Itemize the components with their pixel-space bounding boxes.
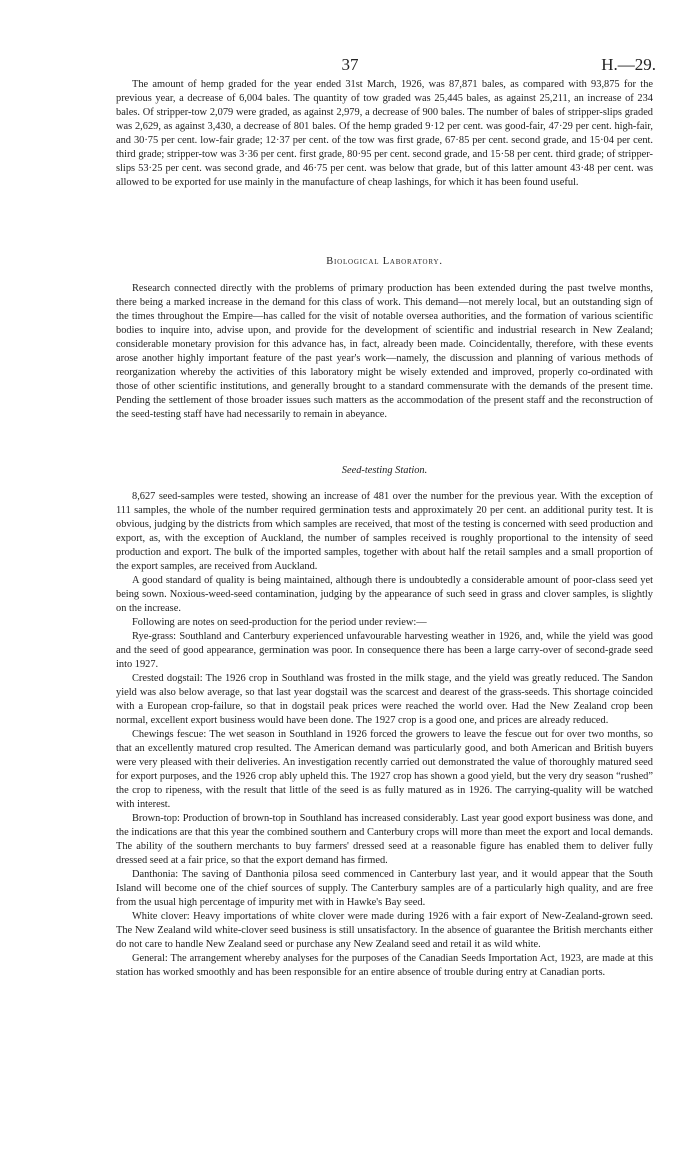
seed-paragraph: 8,627 seed-samples were tested, showing an increase of 481 over the number for the previous year. With the exception of 111 samples, the whole of the number required germination tests and approximately 20 per cent. an additional purity test. It is obvious, judging by the districts from which samples are received, that most of the testing is concerned with seed production and export, as, with the exception of Auckland, the number of samples received is roughly proportional to the intensity of seed production and export. The bulk of the imported samples, together with about half the retail samples and a small proportion of the export samples, are received from Auckland. bbox=[116, 491, 653, 572]
seed-paragraph-chewings-fescue: Chewings fescue: The wet season in Southland in 1926 forced the growers to leave the fescue out for over two months, so that an excellently matured crop resulted. The American demand was particularly good, and both American and British buyers were very pleased with their deliveries. An investigation recently carried out demonstrated the value of thoroughly matured seed for export purposes, and the 1926 crop ably upheld this. The 1927 crop has shown a good yield, but the very dry season “rushed” the crop to ripeness, with the result that little of the seed is as fully matured as in 1926. The carrying-quality will be watched with interest. bbox=[116, 729, 653, 810]
seed-paragraph-crested-dogstail: Crested dogstail: The 1926 crop in Southland was frosted in the milk stage, and the yield was greatly reduced. The Sandon yield was also below average, so that last year dogstail was the scarcest and dearest of the grass-seeds. This shortage coincided with a European crop-failure, so that in dogstail peak prices were reached the world over. Had the New Zealand crop been normal, excellent export business would have been done. The 1927 crop is a good one, and prices are already reduced. bbox=[116, 673, 653, 726]
seed-paragraph-rye-grass: Rye-grass: Southland and Canterbury experienced unfavourable harvesting weather in 1926, and, while the yield was good and the seed of good appearance, germination was poor. In consequence there has been a large carry-over of second-grade seed into 1927. bbox=[116, 631, 653, 670]
biological-paragraph: Research connected directly with the problems of primary production has been extended during the past twelve months, there being a marked increase in the demand for this class of work. This demand—not merely local, but an outstanding sign of the times throughout the Empire—has called for the visit of notable oversea authorities, and the formation of various scientific bodies to inquire into, advise upon, and provide for the development of scientific and industrial research in New Zealand; considerable monetary provision for this advance has, in fact, already been made. Coincidentally, therefore, with these events arose another highly important feature of the past year's work—namely, the discussion and planning of various methods of reorganization whereby the activities of this laboratory might be wisely extended and improved, properly co-ordinated with those of other scientific institutions, and generally brought to a standard commensurate with the demands of the present time. Pending the settlement of those broader issues such matters as the accommodation of the present staff and the reconstruction of the seed-testing staff have had necessarily to remain in abeyance. bbox=[116, 283, 653, 420]
hemp-paragraph: The amount of hemp graded for the year ended 31st March, 1926, was 87,871 bales, as compared with 93,875 for the previous year, a decrease of 6,004 bales. The quantity of tow graded was 25,445 bales, as against 25,211, an increase of 234 bales. Of stripper-tow 2,079 were graded, as against 2,979, a decrease of 900 bales. The number of bales of stripper-slips graded was 2,629, as against 3,430, a decrease of 801 bales. Of the hemp graded 9·12 per cent. was good-fair, 47·29 per cent. high-fair, and 30·75 per cent. low-fair grade; 12·37 per cent. of the tow was first grade, 67·85 per cent. second grade, and 15·04 per cent. third grade; stripper-tow was 3·36 per cent. first grade, 80·95 per cent. second grade, and 15·58 per cent. third grade; of stripper-slips 53·25 per cent. was second grade, and 46·75 per cent. was below that grade, but of this latter amount 43·48 per cent. was allowed to be exported for use mainly in the manufacture of cheap lashings, for which it has been found useful. bbox=[116, 79, 653, 188]
hemp-grading-section bbox=[116, 78, 653, 190]
seed-paragraph-white-clover: White clover: Heavy importations of white clover were made during 1926 with a fair export of New-Zealand-grown seed. The New Zealand wild white-clover seed business is still unsatisfactory. In the absence of guarantee the British merchants either do not care to handle New Zealand seed or purchase any New Zealand seed and retail it as wild white. bbox=[116, 911, 653, 950]
seed-paragraph-danthonia: Danthonia: The saving of Danthonia pilosa seed commenced in Canterbury last year, and it would appear that the South Island will become one of the chief sources of supply. The Canterbury samples are of a particularly high quality, and are free from the usual high percentage of impurity met with in Hawke's Bay seed. bbox=[116, 869, 653, 908]
seed-testing-section bbox=[116, 490, 653, 980]
seed-paragraph-general: General: The arrangement whereby analyses for the purposes of the Canadian Seeds Importation Act, 1923, are made at this station has worked smoothly and has been responsible for an entire absence of trouble during entry at Canadian ports. bbox=[116, 953, 653, 978]
biological-laboratory-section bbox=[116, 282, 653, 422]
series-reference: H.—29. bbox=[601, 55, 656, 74]
page-number: 37 bbox=[341, 55, 359, 74]
seed-paragraph-brown-top: Brown-top: Production of brown-top in Southland has increased considerably. Last year good export business was done, and the indications are that this year the combined southern and Canterbury crops will more than meet the export and local demands. The ability of the southern merchants to buy farmers' dressed seed at a reasonable figure has enabled them to deliver fully dressed seed at a fair price, so that the export demand has firmed. bbox=[116, 813, 653, 866]
seed-testing-heading: Seed-testing Station. bbox=[341, 465, 428, 476]
seed-paragraph: Following are notes on seed-production for the period under review:— bbox=[132, 617, 427, 628]
seed-paragraph: A good standard of quality is being maintained, although there is undoubtedly a considerable amount of poor-class seed yet being sown. Noxious-weed-seed contamination, judging by the appearance of such seed in grass and clover samples, is slightly on the increase. bbox=[116, 575, 653, 614]
biological-laboratory-heading: Biological Laboratory. bbox=[326, 256, 443, 267]
